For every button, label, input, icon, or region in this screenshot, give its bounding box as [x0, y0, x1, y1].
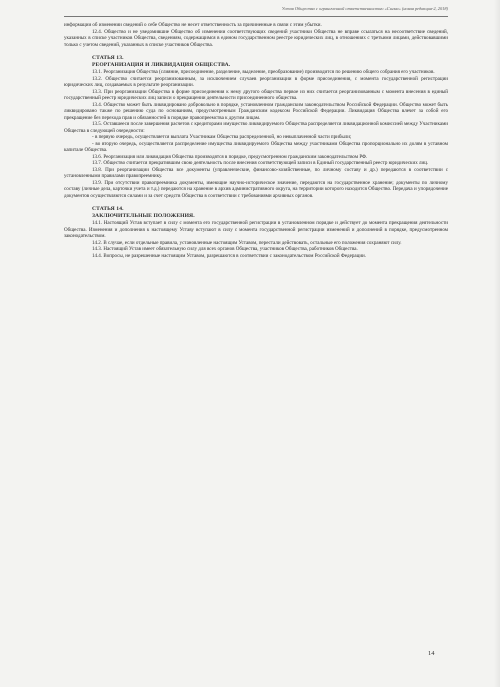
- spacer: [64, 199, 448, 206]
- paragraph-13-6: 13.6. Реорганизация или ликвидация Общества производятся в порядке, предусмотренном гражданским законодательством РФ.: [92, 153, 368, 160]
- article-13-number: СТАТЬЯ 13.: [92, 55, 124, 61]
- paragraph-13-7: 13.7. Общество считается прекратившим свою деятельность после внесения соответствующей записи в Единый государственный реестр юридических лиц.: [92, 160, 429, 166]
- paragraph-14-1: 14.1. Настоящий Устав вступает в силу с момента его государственной регистрации в установленном порядке и действует до момента прекращения деятельности Общества. Изменения и дополнения к настоящему Уставу вступают в силу с момента государственной регистрации изменений и дополнений в порядке, предусмотренном законодательством.: [64, 220, 448, 239]
- paragraph-13-5: 13.5. Оставшееся после завершения расчетов с кредиторами имущество ликвидируемого Общества распределяется ликвидационной комиссией между Участниками Общества в следующей очередности:: [64, 121, 448, 134]
- article-14-number: СТАТЬЯ 14.: [92, 206, 124, 212]
- paragraph-14-4: 14.4. Вопросы, не разрешенные настоящим Уставом, разрешаются в соответствии с законодательством Российской Федерации.: [92, 252, 366, 259]
- paragraph-13-1: 13.1. Реорганизация Общества (слияние, присоединение, разделение, выделение, преобразование) производится по решению общего собрания его участников.: [92, 69, 435, 75]
- article-14-title: ЗАКЛЮЧИТЕЛЬНЫЕ ПОЛОЖЕНИЯ.: [92, 213, 195, 219]
- header-rule: [64, 16, 448, 17]
- running-header: Устав Общества с ограниченной ответственностью «Сигма» (новая редакция-2, 2018): [281, 6, 448, 11]
- paragraph-13-9: 13.9. При отсутствии правопреемника документы, имеющие научно-историческое значение, передаются на государственное хранение; документы по личному составу (личные дела, карточки учета и т.д.) передаются на хранение в архив административного округа, на территории которого находится Общество. Передача и упорядочение документов осуществляются силами и за счет средств Общества в соответствии с требованиями архивных органов.: [64, 179, 448, 199]
- paragraph-13-2: 13.2. Общество считается реорганизованным, за исключением случаев реорганизации в форме присоединения, с момента государственной регистрации юридических лиц, создаваемых в результате реорганизации.: [64, 75, 448, 88]
- article-13-title: РЕОРГАНИЗАЦИЯ И ЛИКВИДАЦИЯ ОБЩЕСТВА.: [92, 62, 231, 68]
- paragraph-13-4: 13.4. Общество может быть ликвидировано добровольно в порядке, установленном гражданским законодательством Российской Федерации. Общество может быть ликвидировано также по решению суда по основаниям, предусмотренным Гражданским кодексом Российской Федерации. Ликвидация Общества влечет за собой его прекращение без перехода прав и обязанностей в порядке правопреемства к другим лицам.: [64, 101, 448, 121]
- page-body: [64, 22, 448, 259]
- spacer: [64, 48, 448, 55]
- paragraph-13-8: 13.8. При реорганизации Общества все документы (управленческие, финансово-хозяйственные, по личному составу и др.) передаются в соответствии с установленными правилами правопреемнику.: [64, 166, 448, 179]
- list-item-first-order: - в первую очередь, осуществляется выплата Участникам Общества распределенной, но невыплаченной части прибыли;: [92, 134, 352, 140]
- paragraph-13-3: 13.3. При реорганизации Общества в форме присоединения к нему другого общества первое из них считается реорганизованным с момента внесения в единый государственный реестр юридических лиц записи о прекращении деятельности присоединенного общества.: [64, 88, 448, 101]
- paragraph-12-4: 12.4. Общество и не уведомившие Общество об изменении соответствующих сведений участники Общества не вправе ссылаться на несоответствие сведений, указанных в списке участников Общества, сведениям, содержащимся в едином государственном реестре юридических лиц, в отношениях с третьими лицами, действовавшими только с учетом сведений, указанных в списке участников Общества.: [64, 28, 448, 48]
- page-number: 14: [428, 650, 435, 657]
- continued-paragraph: информации об изменении сведений о себе Общество не несет ответственность за причиненные в связи с этим убытки.: [64, 22, 322, 28]
- paragraph-14-2: 14.2. В случае, если отдельные правила, установленные настоящим Уставом, перестали действовать, остальные его положения сохраняют силу.: [92, 239, 402, 246]
- paragraph-14-3: 14.3. Настоящий Устав имеет обязательную силу для всех органов Общества, участников Общества, работников Общества.: [92, 246, 358, 252]
- scan-edge-shadow: [494, 0, 500, 687]
- list-item-second-order: - во вторую очередь, осуществляется распределение имущества ликвидируемого Общества между участниками Общества пропорционально их долям в уставном капитале Общества.: [64, 140, 448, 153]
